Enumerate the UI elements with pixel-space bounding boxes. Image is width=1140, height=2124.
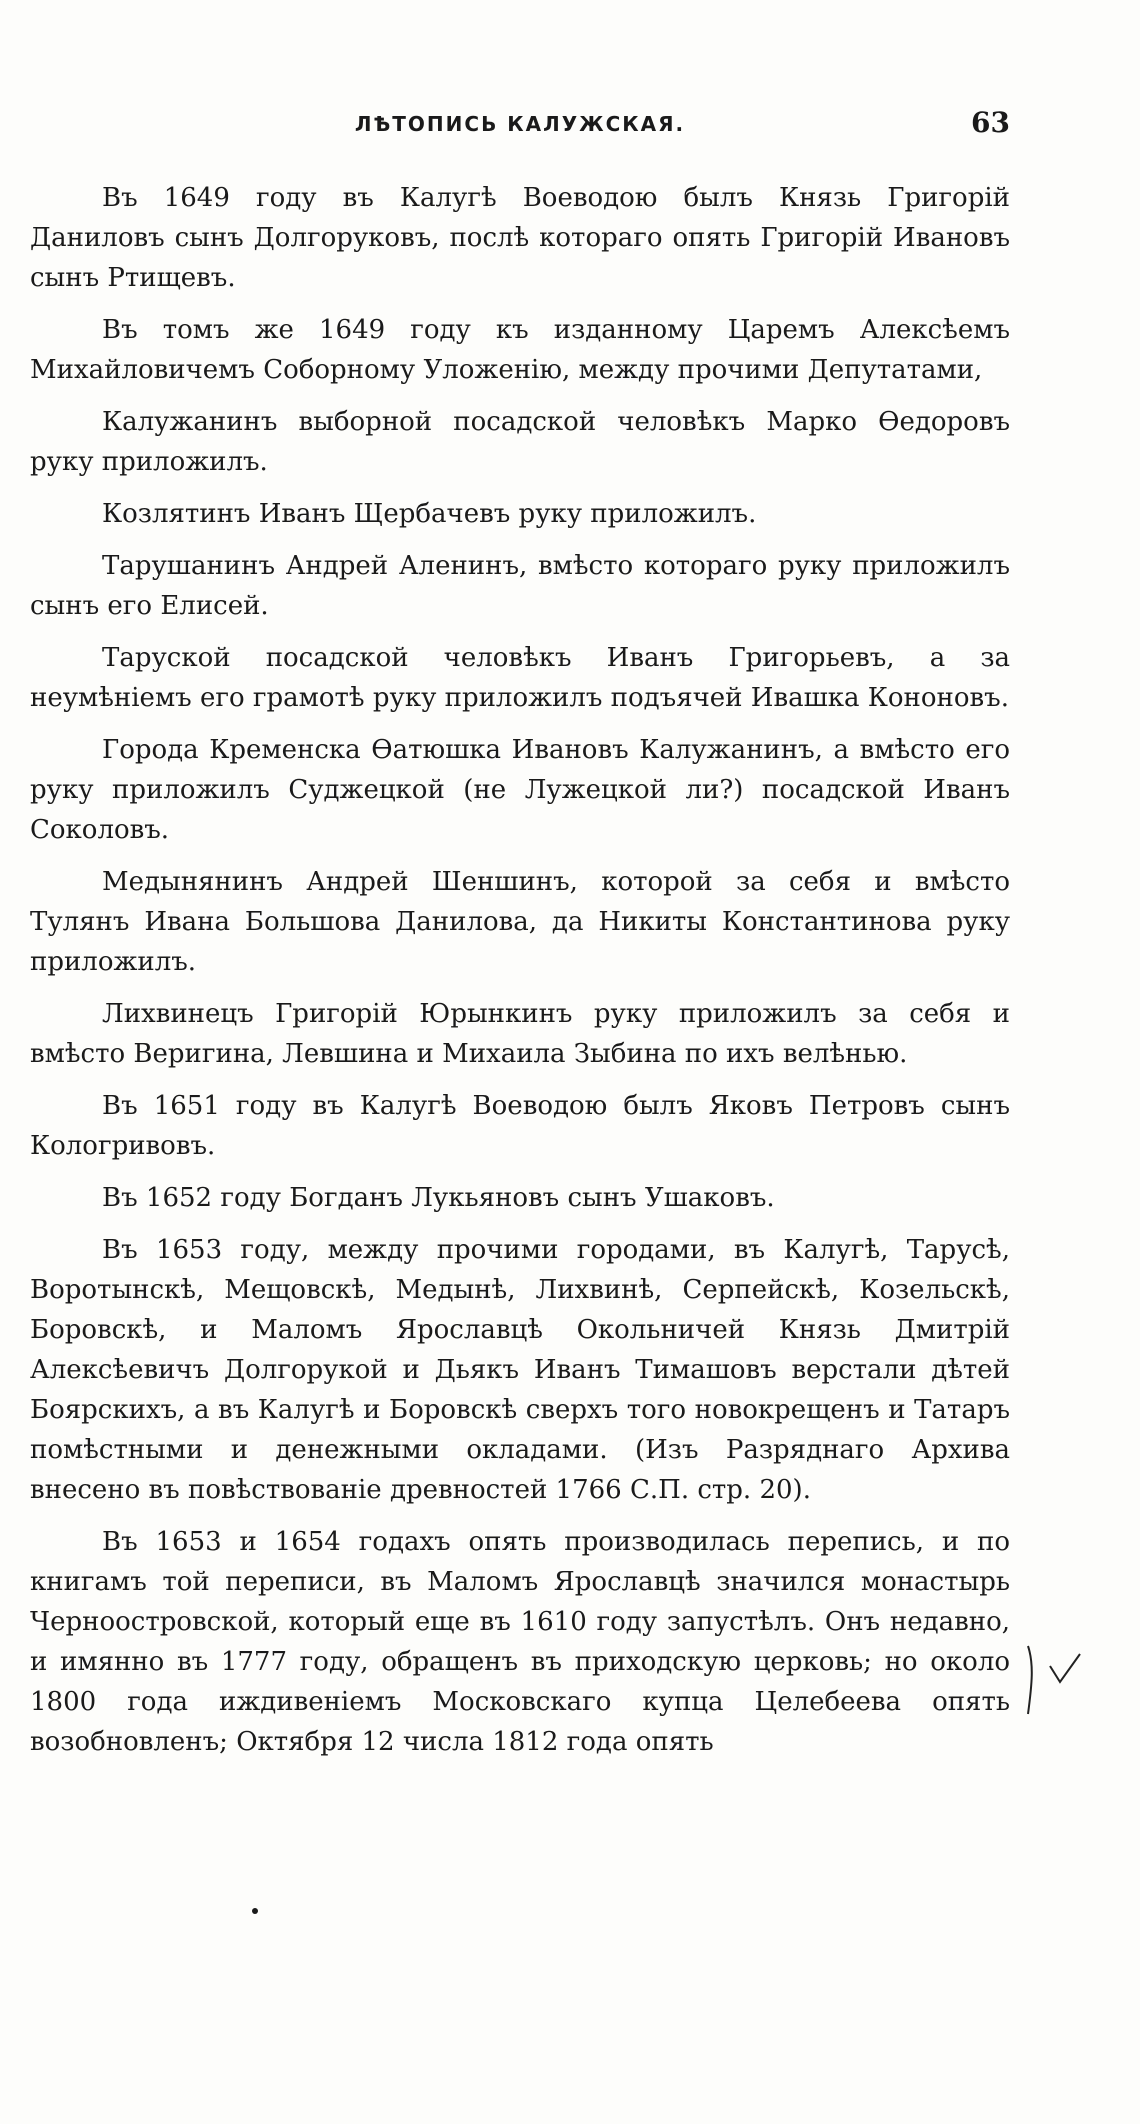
running-title: ЛѢТОПИСЬ КАЛУЖСКАЯ.	[354, 112, 686, 136]
paragraph: Калужанинъ выборной посадской человѣкъ Марко Ѳедоровъ руку приложилъ.	[30, 407, 1010, 477]
handwritten-check-mark	[1024, 1644, 1084, 1724]
paragraph: Козлятинъ Иванъ Щербачевъ руку приложилъ.	[102, 499, 757, 529]
page-number: 63	[971, 106, 1010, 139]
paragraph: Лихвинецъ Григорій Юрынкинъ руку приложилъ за себя и вмѣсто Веригина, Левшина и Михаила Зыбина по ихъ велѣнью.	[30, 999, 1010, 1069]
paragraph: Медынянинъ Андрей Шеншинъ, которой за себя и вмѣсто Тулянъ Ивана Большова Данилова, да Никиты Константинова руку приложилъ.	[30, 867, 1010, 977]
paragraph: Тарушанинъ Андрей Аленинъ, вмѣсто котораго руку приложилъ сынъ его Елисей.	[30, 551, 1010, 621]
paragraph: Въ томъ же 1649 году къ изданному Царемъ Алексѣемъ Михайловичемъ Соборному Уложенію, между прочими Депутатами,	[30, 315, 1010, 385]
body-text	[30, 178, 1010, 1774]
paragraph: Въ 1653 и 1654 годахъ опять производилась перепись, и по книгамъ той переписи, въ Маломъ Ярославцѣ значился монастырь Черноостровской, который еще въ 1610 году запустѣлъ. Онъ недавно, и имянно въ 1777 году, обращенъ въ приходскую церковь; но около 1800 года иждивеніемъ Московскаго купца Целебеева опять возобновленъ; Октября 12 числа 1812 года опять	[30, 1527, 1010, 1757]
paragraph: Въ 1652 году Богданъ Лукьяновъ сынъ Ушаковъ.	[102, 1183, 775, 1213]
paragraph: Въ 1651 году въ Калугѣ Воеводою былъ Яковъ Петровъ сынъ Кологривовъ.	[30, 1091, 1010, 1161]
paragraph: Въ 1649 году въ Калугѣ Воеводою былъ Князь Григорій Даниловъ сынъ Долгоруковъ, послѣ котораго опять Григорій Ивановъ сынъ Ртищевъ.	[30, 183, 1010, 293]
paragraph: Таруской посадской человѣкъ Иванъ Григорьевъ, а за неумѣніемъ его грамотѣ руку приложилъ подъячей Ивашка Кононовъ.	[30, 643, 1010, 713]
paragraph: Города Кременска Ѳатюшка Ивановъ Калужанинъ, а вмѣсто его руку приложилъ Суджецкой (не Лужецкой ли?) посадской Иванъ Соколовъ.	[30, 735, 1010, 845]
page-header	[30, 106, 1010, 152]
paragraph: Въ 1653 году, между прочими городами, въ Калугѣ, Тарусѣ, Воротынскѣ, Мещовскѣ, Медынѣ, Лихвинѣ, Серпейскѣ, Козельскѣ, Боровскѣ, и Маломъ Ярославцѣ Окольничей Князь Дмитрій Алексѣевичъ Долгорукой и Дьякъ Иванъ Тимашовъ верстали дѣтей Боярскихъ, а въ Калугѣ и Боровскѣ сверхъ того новокрещенъ и Татаръ помѣстными и денежными окладами. (Изъ Разряднаго Архива внесено въ повѣствованіе древностей 1766 С.П. стр. 20).	[30, 1235, 1010, 1505]
ink-dot	[252, 1908, 258, 1914]
